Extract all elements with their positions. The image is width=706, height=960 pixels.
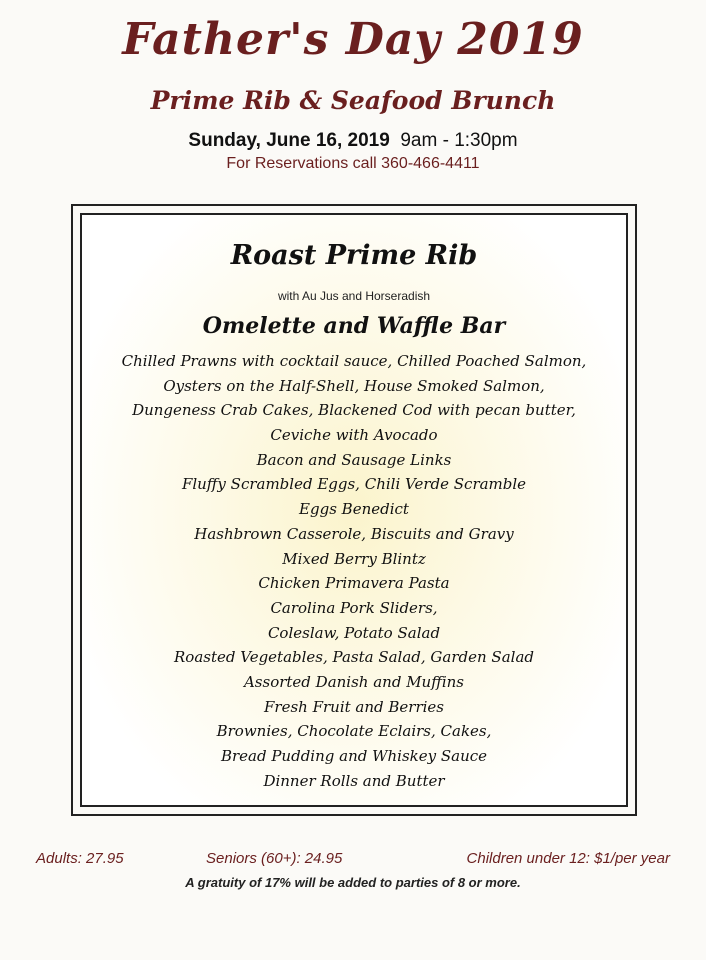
menu-item-list <box>80 349 628 793</box>
menu-item: Coleslaw, Potato Salad <box>267 623 441 642</box>
menu-item: Dinner Rolls and Butter <box>263 771 445 790</box>
gratuity-note: A gratuity of 17% will be added to parties of 8 or more. <box>185 875 521 890</box>
menu-main-dish: Roast Prime Rib <box>230 240 478 271</box>
page-title: Father's Day 2019 <box>122 14 584 65</box>
menu-item: Bread Pudding and Whiskey Sauce <box>220 747 488 765</box>
event-subtitle: Prime Rib & Seafood Brunch <box>150 86 556 115</box>
menu-item: Fresh Fruit and Berries <box>264 697 444 716</box>
event-dateline <box>0 130 706 152</box>
menu-item: Dungeness Crab Cakes, Blackened Cod with pecan butter, <box>132 401 576 420</box>
menu-item: Eggs Benedict <box>299 500 409 519</box>
price-seniors: Seniors (60+): 24.95 <box>206 850 343 867</box>
menu-item: Brownies, Chocolate Eclairs, Cakes, <box>216 722 492 741</box>
menu-main-dish-note: with Au Jus and Horseradish <box>277 289 431 303</box>
menu-item: Ceviche with Avocado <box>270 426 438 445</box>
menu-item: Carolina Pork Sliders, <box>270 598 438 617</box>
event-date: Sunday, June 16, 2019 <box>188 130 390 151</box>
menu-item: Chilled Prawns with cocktail sauce, Chilled Poached Salmon, <box>121 352 587 370</box>
menu-item: Chicken Primavera Pasta <box>258 574 450 593</box>
menu-item: Mixed Berry Blintz <box>282 549 426 568</box>
menu-item: Fluffy Scrambled Eggs, Chili Verde Scramble <box>181 475 527 494</box>
menu-item: Oysters on the Half-Shell, House Smoked Salmon, <box>163 376 545 395</box>
reservations-line: For Reservations call 360-466-4411 <box>226 155 480 172</box>
price-children: Children under 12: $1/per year <box>466 850 670 867</box>
menu-item: Roasted Vegetables, Pasta Salad, Garden Salad <box>174 648 534 667</box>
menu-station-heading: Omelette and Waffle Bar <box>202 313 506 339</box>
event-hours: 9am - 1:30pm <box>400 130 518 151</box>
menu-item: Hashbrown Casserole, Biscuits and Gravy <box>194 524 514 543</box>
menu-item: Bacon and Sausage Links <box>256 450 452 469</box>
price-adults: Adults: 27.95 <box>36 850 124 867</box>
menu-item: Assorted Danish and Muffins <box>243 672 465 691</box>
